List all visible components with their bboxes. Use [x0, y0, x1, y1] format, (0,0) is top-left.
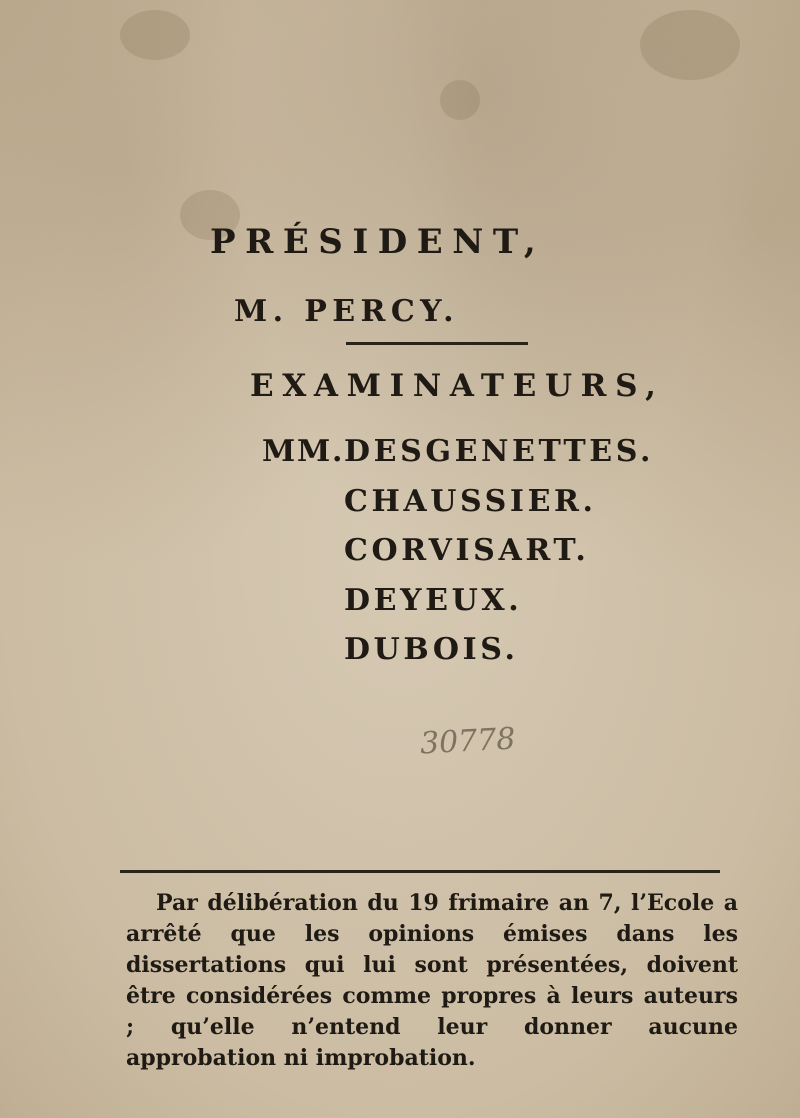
examiner-name: CORVISART.	[344, 533, 590, 568]
handwritten-shelfmark: 30778	[419, 721, 517, 762]
examiners-heading: EXAMINATEURS,	[250, 368, 665, 404]
divider-rule	[120, 870, 720, 873]
paper-stain	[440, 80, 480, 120]
examiner-name: DUBOIS.	[344, 632, 519, 667]
notice-paragraph: Par délibération du 19 frimaire an 7, l’Ecole a arrêté que les opinions émises dans les dissertations qui lui sont présentées, doivent être considérées comme propres à leurs auteurs ; qu’elle n’entend leur donner aucune approbation ni improbation.	[126, 890, 738, 1071]
president-heading: PRÉSIDENT,	[210, 222, 546, 262]
examiners-prefix: MM.	[262, 434, 345, 469]
paper-stain	[640, 10, 740, 80]
examiner-name: CHAUSSIER.	[344, 484, 597, 519]
divider-rule	[346, 342, 528, 345]
examiner-name: DESGENETTES.	[344, 434, 655, 469]
paper-stain	[120, 10, 190, 60]
president-name: M. PERCY.	[234, 294, 459, 329]
examiner-name: DEYEUX.	[344, 583, 523, 618]
